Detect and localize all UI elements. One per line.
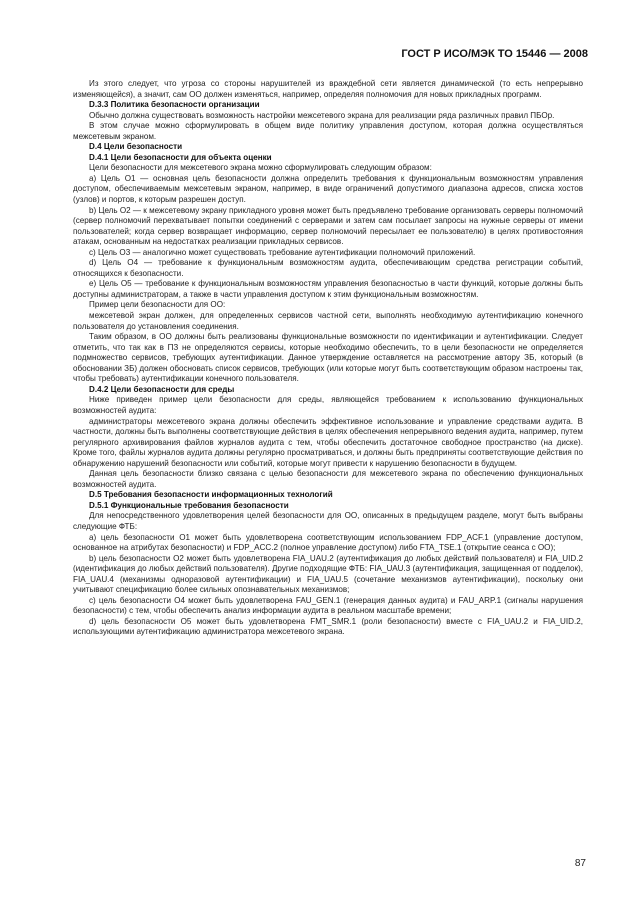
paragraph: Данная цель безопасности близко связана с целью безопасности для межсетевого экрана по обеспечению функциональных возможностей аудита. bbox=[73, 469, 583, 489]
paragraph: a) Цель О1 — основная цель безопасности должна определить требования к функциональным возможностям управления доступом, обеспечиваемым межсетевым экраном, например, в виде ограничений допустимого диапазона адресов, списка хостов (узлов) и портов, к которым разрешен доступ. bbox=[73, 173, 583, 205]
section-heading: D.5.1 Функциональные требования безопасности bbox=[89, 500, 289, 510]
section-heading: D.4.2 Цели безопасности для среды bbox=[89, 384, 235, 394]
paragraph: c) цель безопасности О4 может быть удовлетворена FAU_GEN.1 (генерация данных аудита) и FAU_ARP.1 (сигналы нарушения безопасности) с тем, чтобы обеспечить анализ информации аудита в реальном масштабе времени; bbox=[73, 595, 583, 616]
paragraph: d) цель безопасности О5 может быть удовлетворена FMT_SMR.1 (роли безопасности) вместе с FIA_UAU.2 и FIA_UID.2, использующими аутентификацию администратора межсетевого экрана. bbox=[73, 616, 583, 637]
page-number: 87 bbox=[574, 858, 586, 869]
section-heading: D.4 Цели безопасности bbox=[89, 142, 183, 152]
paragraph: Таким образом, в ОО должны быть реализованы функциональные возможности по идентификации и аутентификации. Следует отметить, что так как в ПЗ не определяются сервисы, которые необходимо обеспечить, то в цели безопасности не определяется подмножество сервисов, требующих аутентификации. Данное утверждение оставляется на рассмотрение автору ЗБ, который (в обосновании ЗБ) должен обосновать список сервисов, требующих (или которые могут быть соответствующим образом настроены так, чтобы требовать) аутентификации конечного пользователя. bbox=[73, 332, 583, 384]
paragraph: a) цель безопасности О1 может быть удовлетворена соответствующим использованием FDP_ACF.1 (управление доступом, основанное на атрибутах безопасности) и FDP_ACC.2 (полное управление доступом) либо FTA_TSE.1 (открытие сеанса с ОО); bbox=[73, 532, 583, 553]
paragraph: межсетевой экран должен, для определенных сервисов частной сети, выполнять необходимую аутентификацию конечного пользователя до установления соединения. bbox=[73, 311, 583, 331]
section-heading: D.3.3 Политика безопасности организации bbox=[89, 100, 260, 110]
paragraph: b) цель безопасности О2 может быть удовлетворена FIA_UAU.2 (аутентификация до любых действий пользователя) и FIA_UID.2 (идентификация до любых действий пользователя). Другие подходящие ФТБ: FIA_UAU.3 (аутентификация, защищенная от подделок), FIA_UAU.4 (механизмы одноразовой аутентификации) и FIA_UAU.5 (сочетание механизмов аутентификации), поскольку они учитывают спецификацию более сильных опознавательных механизмов; bbox=[73, 553, 583, 595]
paragraph: c) Цель О3 — аналогично может существовать требование аутентификации полномочий приложений. bbox=[89, 247, 476, 257]
paragraph: d) Цель О4 — требование к функциональным возможностям аудита, обеспечивающим средства регистрации событий, относящихся к безопасности. bbox=[73, 258, 583, 278]
paragraph: Обычно должна существовать возможность настройки межсетевого экрана для реализации ряда различных правил ПБОр. bbox=[89, 110, 555, 120]
paragraph: e) Цель О5 — требование к функциональным возможностям управления безопасностью в части функций, которые должны быть доступны администраторам, а также в части управления доступом к этим функциональным возможностям. bbox=[73, 279, 583, 299]
paragraph: Пример цели безопасности для ОО: bbox=[89, 300, 226, 310]
document-body bbox=[73, 79, 583, 638]
section-heading: D.5 Требования безопасности информационных технологий bbox=[89, 490, 333, 500]
paragraph: Цели безопасности для межсетевого экрана можно сформулировать следующим образом: bbox=[89, 163, 432, 173]
paragraph: Ниже приведен пример цели безопасности для среды, являющейся требованием к использованию функциональных возможностей аудита: bbox=[73, 395, 583, 415]
paragraph: администраторы межсетевого экрана должны обеспечить эффективное использование и управление средствами аудита. В частности, должны быть выполнены соответствующие действия в целях обеспечения непрерывного ведения аудита, например, путем регулярного архивирования файлов журналов аудита с тем, чтобы обеспечить достаточное свободное пространство (на диске). Кроме того, файлы журналов аудита должны регулярно просматриваться, и должны быть предприняты соответствующие действия по обнаружению нарушений безопасности или событий, которые могут привести к нарушению безопасности в будущем. bbox=[73, 416, 583, 468]
paragraph: В этом случае можно сформулировать в общем виде политику управления доступом, которая должна осуществляться межсетевым экраном. bbox=[73, 121, 583, 141]
paragraph: b) Цель О2 — к межсетевому экрану прикладного уровня может быть предъявлено требование организовать серверы полномочий (сервер полномочий перехватывает попытки соединений с серверами и затем сам посылает запросы на нужные серверы от имени пользователей; когда сервер возвращает информацию, сервер полномочий пересылает ее пользователю) в целях противостояния атакам, основанным на недостатках реализации прикладных сервисов. bbox=[73, 205, 583, 247]
standard-header: ГОСТ Р ИСО/МЭК ТО 15446 — 2008 bbox=[401, 48, 588, 60]
paragraph: Для непосредственного удовлетворения целей безопасности для ОО, описанных в предыдущем разделе, могут быть выбраны следующие ФТБ: bbox=[73, 511, 583, 531]
section-heading: D.4.1 Цели безопасности для объекта оценки bbox=[89, 152, 272, 162]
paragraph: Из этого следует, что угроза со стороны нарушителей из враждебной сети является динамической (то есть непрерывно изменяющейся), а значит, сам ОО должен изменяться, например, определяя полномочия для новых прикладных программ. bbox=[73, 79, 583, 99]
